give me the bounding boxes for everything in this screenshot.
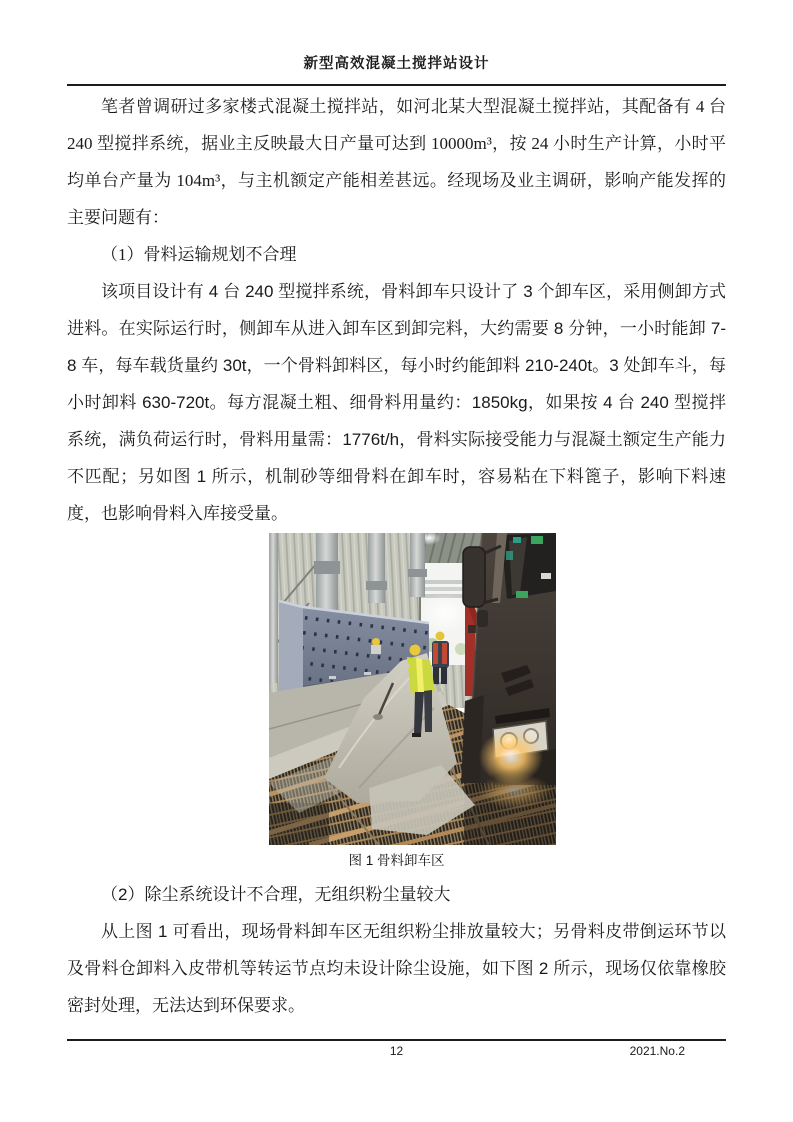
footer-rule xyxy=(67,1039,726,1041)
paragraph-intro: 笔者曾调研过多家楼式混凝土搅拌站，如河北某大型混凝土搅拌站，其配备有 4 台 240 型搅拌系统，据业主反映最大日产量可达到 10000m³，按 24 小时生产计算，小时平均单台产量为 104m³，与主机额定产能相差甚远。经现场及业主调研，影响产能发挥的主要问题有： xyxy=(67,97,726,227)
paragraph-aggregate-transport: 该项目设计有 4 台 240 型搅拌系统，骨料卸车只设计了 3 个卸车区，采用侧卸方式进料。在实际运行时，侧卸车从进入卸车区到卸完料，大约需要 8 分钟，一小时能卸 7-8 车，每车载货量约 30t，一个骨料卸料区，每小时约能卸料 210-240t。3 处卸车斗，每小时卸料 630-720t。每方混凝土粗、细骨料用量约：1850kg，如果按 4 台 240 型搅拌系统，满负荷运行时，骨料用量需：1776t/h，骨料实际接受能力与混凝土额定生产能力不匹配；另如图 1 所示，机制砂等细骨料在卸车时，容易粘在下料篦子，影响下料速度，也影响骨料入库接受量。 xyxy=(67,282,726,523)
footer-issue-label: 2021.No.2 xyxy=(629,1044,685,1058)
body-text-block-1 xyxy=(67,88,726,532)
photo-truck xyxy=(461,533,556,809)
header-rule xyxy=(67,84,726,86)
figure-1-caption: 图 1 骨料卸车区 xyxy=(348,853,445,868)
list-item-1-heading: （1）骨料运输规划不合理 xyxy=(101,245,297,264)
page-title: 新型高效混凝土搅拌站设计 xyxy=(303,56,490,72)
body-text-block-2 xyxy=(67,876,726,1024)
list-item-2-heading: （2）除尘系统设计不合理，无组织粉尘量较大 xyxy=(101,885,451,904)
footer-page-number: 12 xyxy=(389,1044,404,1058)
figure-1-photo xyxy=(269,533,556,845)
paragraph-dust-system: 从上图 1 可看出，现场骨料卸车区无组织粉尘排放量较大；另骨料皮带倒运环节以及骨料仓卸料入皮带机等转运节点均未设计除尘设施，如下图 2 所示，现场仅依靠橡胶密封处理，无法达到环保要求。 xyxy=(67,922,726,1015)
